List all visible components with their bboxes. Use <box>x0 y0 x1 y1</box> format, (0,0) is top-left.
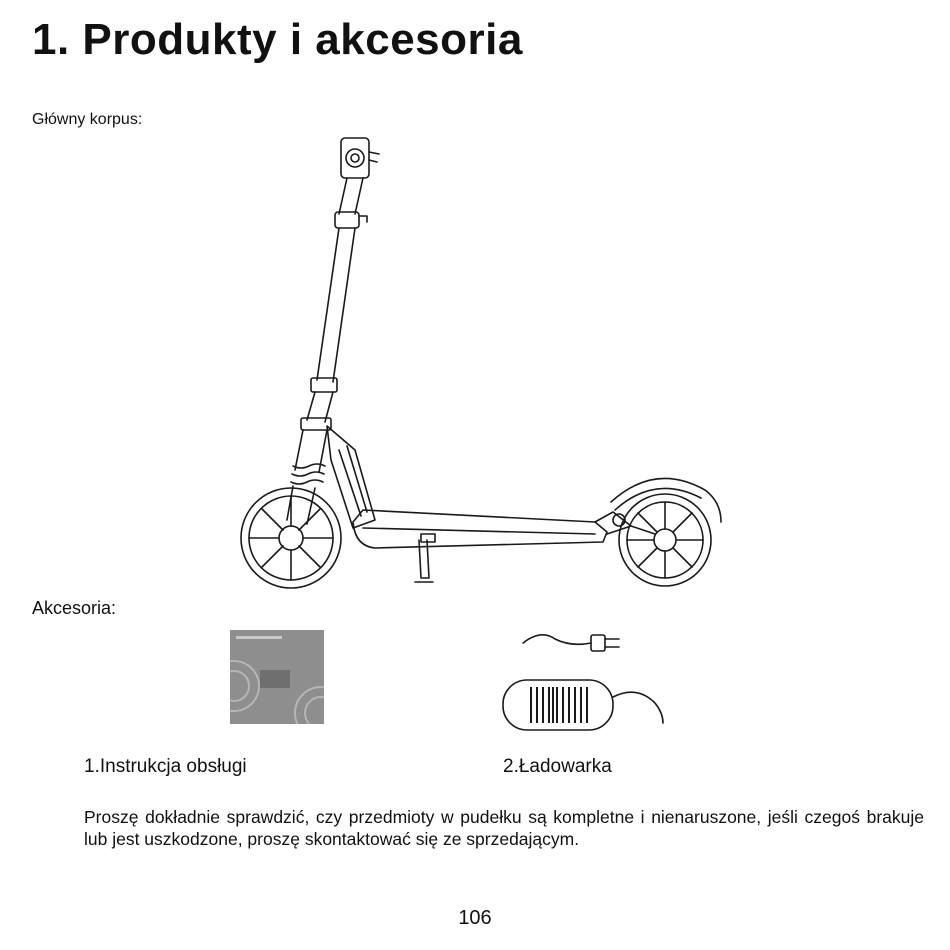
page-title: 1. Produkty i akcesoria <box>32 15 523 64</box>
manual-cover-image <box>260 670 290 688</box>
accessories-label: Akcesoria: <box>32 598 117 618</box>
accessory-caption-manual: 1.Instrukcja obsługi <box>84 756 247 777</box>
charger-icon <box>495 625 670 740</box>
accessory-caption-charger: 2.Ładowarka <box>503 756 612 777</box>
manual-booklet-icon <box>230 630 324 724</box>
manual-header-bar <box>236 636 282 639</box>
main-body-label: Główny korpus: <box>32 111 143 128</box>
package-check-paragraph: Proszę dokładnie sprawdzić, czy przedmioty w pudełku są kompletne i nienaruszone, jeśli czegoś brakuje lub jest uszkodzone, proszę skontaktować się ze sprzedającym. <box>84 807 924 849</box>
electric-scooter-icon <box>235 130 735 600</box>
page-number: 106 <box>458 907 492 929</box>
